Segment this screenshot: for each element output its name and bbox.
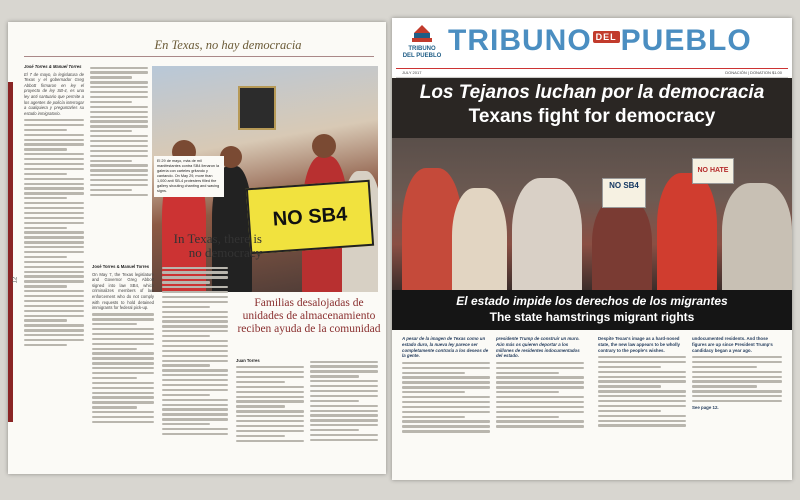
section-heading: En Texas, no hay democracia [154, 38, 302, 52]
byline: José Torres & Manuel Torres [92, 264, 150, 269]
protest-sign: NO SB4 [246, 180, 374, 254]
feature-column-2 [310, 358, 378, 444]
protester [722, 183, 792, 290]
protester-head [312, 134, 336, 158]
heading-rule [24, 56, 374, 57]
english-column-1: Despite Texas's image as a hard-nosed state, the new law appears to be wholly contrary to the people's wishes. [598, 336, 686, 429]
issue-date: JULY 2017 [402, 70, 422, 75]
byline: José Torres & Manuel Torres [24, 64, 82, 69]
headline-english: Texans fight for democracy [468, 106, 716, 127]
date-bar [396, 68, 788, 78]
photo-caption: El 29 de mayo, más de mil manifestantes contra SB4 llenaron la galería con carteles gritando y cantando. On May 29, more than 1,000 anti SB-4 protesters filled the gallery shouting chanting and waving signs. [154, 156, 224, 197]
section-tab [8, 82, 13, 422]
page-number: 12 [12, 276, 19, 284]
english-column-2: undocumented residents. And those figures are up since President Trump's candidacy began a year ago. See page 12. [692, 336, 782, 411]
protester [512, 178, 582, 290]
feature-column-1 [236, 358, 304, 444]
spanish-column-2: presidente Trump de construir un muro. Aún más os quieren deportar a los millones de residentes indocumentados del estado. [496, 336, 584, 430]
masthead-title: TRIBUNO DEL PUEBLO [448, 24, 752, 57]
logo [402, 24, 442, 68]
spanish-column-1: A pesar de la imagen de Texas como un estado duro, la nueva ley parece ser completamente contraria a los deseos de la gente. [402, 336, 490, 435]
spanish-column-1 [24, 64, 84, 349]
subhead-spanish: El estado impide los derechos de los migrantes [456, 294, 728, 308]
continued-note[interactable]: See page 12. [692, 405, 719, 411]
left-page [8, 22, 386, 474]
feature-heading: Familias desalojadas de unidades de almacenamiento reciben ayuda de la comunidad [237, 297, 381, 335]
english-column-2 [162, 264, 228, 438]
portrait-frame [238, 86, 276, 130]
price: DONACIÓN | DONATION $1.00 [725, 70, 782, 75]
capitol-icon [410, 24, 434, 44]
protest-sign: NO SB4 [602, 178, 646, 208]
lead-paragraph: El 7 de mayo, la legislatura de Texas y el gobernador Greg Abbott firmaron en ley el proyecto de ley SB-4, es una ley anti santuario que permite a los agentes de policía interrogar a cualquiera y preguntarles su estado inmigratorio. [24, 71, 84, 116]
right-page [392, 18, 792, 480]
cover-photo [392, 138, 792, 290]
subhead-english: The state hamstrings migrant rights [489, 310, 695, 324]
logo-text: TRIBUNO DEL PUEBLO [402, 46, 442, 59]
protest-sign: NO HATE [692, 158, 734, 184]
spanish-column-2 [90, 64, 148, 199]
english-lead: On May 7, the Texas legislature and Governor Greg Abbott signed into law SB4, which criminalizes members of law enforcement who do not comply with requests to hold detained immigrants for federal pick-up. [92, 271, 154, 311]
protester [452, 188, 507, 290]
protester [592, 198, 652, 290]
english-heading: In Texas, there is no democracy [173, 231, 262, 260]
masthead [392, 18, 792, 76]
headline-spanish: Los Tejanos luchan por la democracia [419, 82, 765, 103]
english-column-1 [92, 264, 154, 426]
byline: Juan Torres [236, 358, 260, 363]
protester [657, 173, 717, 290]
